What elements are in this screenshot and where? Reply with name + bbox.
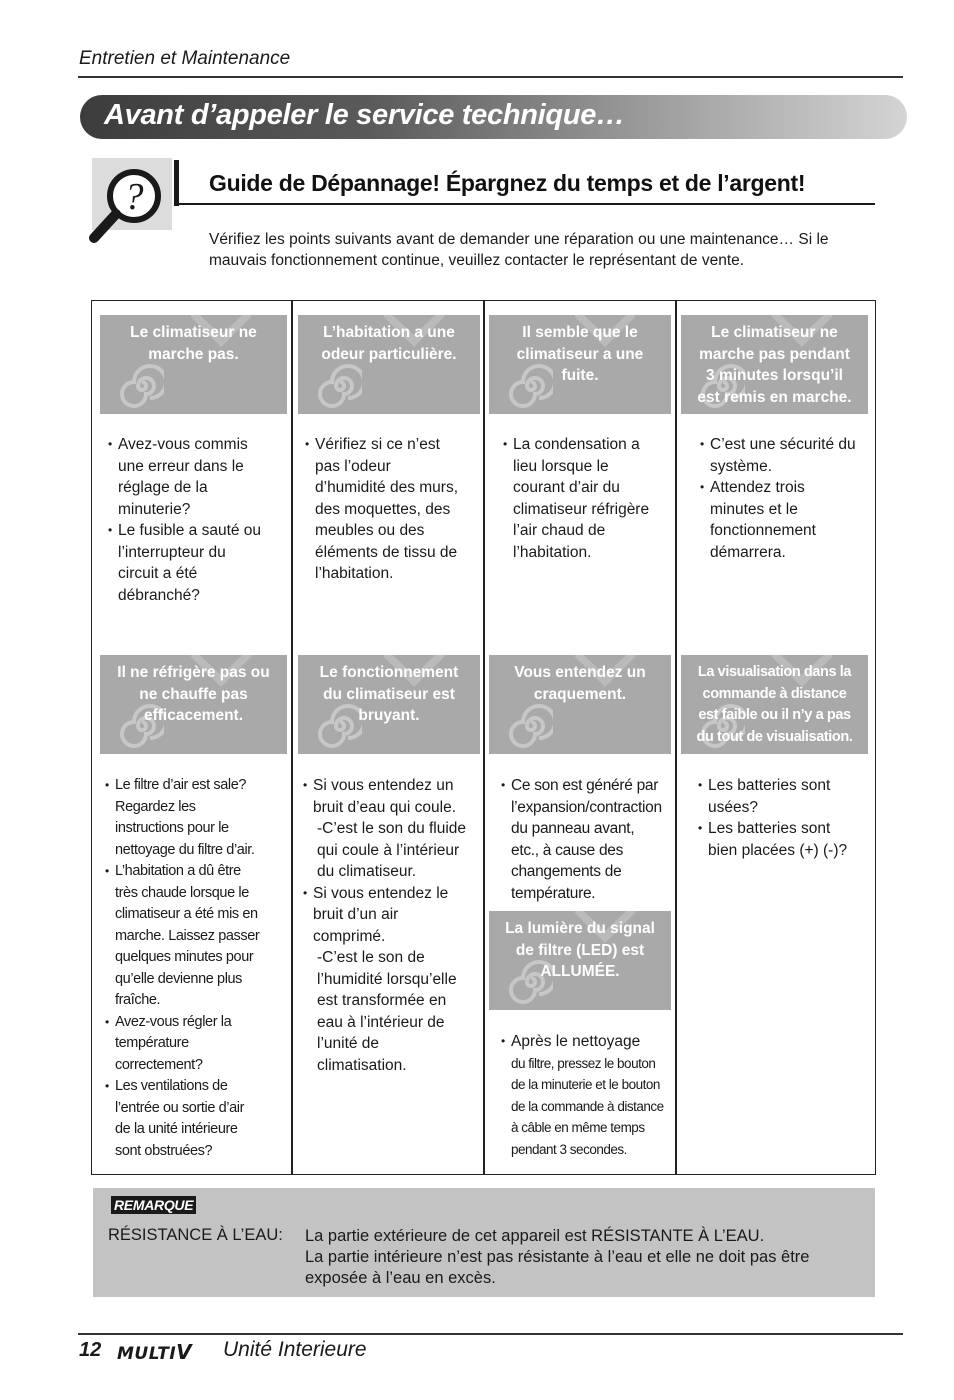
solution-item: [303, 775, 478, 883]
solution-item: [501, 775, 676, 904]
guide-rule: [174, 203, 875, 205]
solution-line: • Si vous entendez le: [313, 884, 449, 902]
problem-heading-line: La visualisation dans la: [697, 664, 852, 680]
solution-line: changements de: [511, 863, 622, 880]
spiral-decoration-icon: [509, 704, 553, 748]
solution-line: l’expansion/contraction: [511, 798, 662, 816]
solution-line: bruit d’eau qui coule.: [313, 798, 457, 816]
problem-heading: [298, 315, 480, 414]
page-number: 12: [79, 1339, 102, 1361]
solution-line: meubles ou des: [315, 522, 425, 539]
solution-cell: [305, 434, 480, 585]
problem-heading: [489, 911, 671, 1010]
solution-line: d’humidité des murs,: [315, 479, 459, 496]
problem-heading-line: Le climatiseur ne: [130, 324, 257, 341]
problem-heading-line: de filtre (LED) est: [515, 941, 645, 959]
solution-cell: [105, 775, 285, 1162]
note-line: La partie extérieure de cet appareil est RÉSISTANTE À L’EAU.: [305, 1227, 765, 1245]
solution-line: des moquettes, des: [315, 500, 451, 518]
solution-line: minutes et le: [710, 500, 798, 518]
solution-line: système.: [710, 457, 773, 475]
solution-cell: [503, 434, 673, 563]
problem-heading-line: marche pas.: [148, 345, 239, 363]
note-box: [93, 1188, 875, 1297]
solution-line: lieu lorsque le: [513, 457, 609, 475]
solution-line: climatiseur a été mis en: [115, 906, 258, 922]
solution-item: [105, 1012, 285, 1077]
solution-line: quelques minutes pour: [115, 949, 254, 965]
problem-heading: [681, 655, 868, 754]
solution-cell: [303, 775, 478, 1076]
problem-heading-line: Le fonctionnement: [319, 664, 459, 681]
solution-line: l’air chaud de: [513, 522, 606, 539]
solution-subline: l’humidité lorsqu’elle: [317, 970, 457, 988]
solution-line: • Le fusible a sauté ou: [118, 522, 262, 539]
solution-subline: qui coule à l’intérieur: [317, 841, 460, 859]
solution-line: Regardez les: [115, 798, 196, 815]
column-divider: [291, 300, 293, 1175]
solution-subline: l’unité de: [317, 1035, 380, 1052]
solution-subline: eau à l’intérieur de: [317, 1013, 445, 1031]
problem-heading-line: du climatiseur est: [323, 685, 455, 703]
problem-heading-line: Il ne réfrigère pas ou: [117, 664, 270, 681]
solution-line: bien placées (+) (-)?: [708, 841, 848, 859]
solution-line: • La condensation a: [513, 436, 640, 453]
problem-heading-line: ne chauffe pas: [139, 685, 248, 703]
solution-line: éléments de tissu de: [315, 543, 458, 561]
solution-line: qu’elle devienne plus: [115, 970, 243, 987]
title-banner: [80, 95, 907, 139]
solution-line: • Les batteries sont: [708, 820, 831, 837]
solution-cell: [501, 775, 676, 904]
note-line: exposée à l’eau en excès.: [305, 1269, 496, 1287]
problem-heading: [681, 315, 868, 414]
solution-line: l’interrupteur du: [118, 543, 226, 561]
problem-heading: [100, 655, 287, 754]
problem-heading-line: efficacement.: [143, 707, 244, 724]
logo-v: V: [176, 1340, 193, 1364]
solution-line: nettoyage du filtre d’air.: [115, 841, 255, 858]
spiral-decoration-icon: [509, 364, 553, 408]
spiral-decoration-icon: [318, 704, 362, 748]
solution-line: pendant 3 secondes.: [511, 1141, 627, 1157]
problem-heading-line: craquement.: [533, 685, 627, 703]
solution-line: sont obstruées?: [115, 1142, 213, 1159]
spiral-decoration-icon: [120, 364, 164, 408]
solution-subline: du climatiseur.: [317, 863, 417, 880]
solution-line: fraîche.: [115, 992, 161, 1008]
problem-heading: [298, 655, 480, 754]
guide-title: Guide de Dépannage! Épargnez du temps et de l’argent!: [209, 170, 806, 196]
solution-line: de la commande à distance: [511, 1098, 664, 1114]
solution-line: • L’habitation a dû être: [115, 863, 241, 879]
solution-line: • Ce son est généré par: [511, 777, 659, 794]
solution-line: • Attendez trois: [710, 479, 805, 496]
note-label: RÉSISTANCE À L’EAU:: [108, 1226, 283, 1244]
problem-heading-line: climatiseur a une: [516, 345, 644, 363]
logo-main: MULTI: [117, 1344, 177, 1364]
solution-line: instructions pour le: [115, 820, 229, 836]
solution-line: • Avez-vous régler la: [115, 1013, 232, 1030]
solution-line: très chaude lorsque le: [115, 884, 249, 901]
solution-item: [303, 883, 478, 1077]
solution-line: l’entrée ou sortie d’air: [115, 1099, 245, 1116]
solution-subline: climatisation.: [317, 1056, 407, 1074]
solution-line: etc., à cause des: [511, 841, 624, 859]
problem-heading-line: 3 minutes lorsqu’il: [706, 367, 843, 384]
solution-line: à câble en même temps: [511, 1120, 645, 1135]
section-label: Entretien et Maintenance: [79, 48, 291, 69]
solution-line: une erreur dans le: [118, 457, 244, 475]
svg-text:?: ?: [124, 176, 144, 218]
problem-heading-line: Le climatiseur ne: [711, 324, 838, 341]
solution-line: débranché?: [118, 586, 200, 604]
solution-line: bruit d’un air: [313, 906, 399, 923]
solution-line: • C’est une sécurité du: [710, 436, 856, 453]
solution-line: • Après le nettoyage: [511, 1033, 641, 1050]
solution-subline: est transformée en: [317, 992, 447, 1009]
solution-line: • Si vous entendez un: [313, 777, 454, 794]
solution-line: de la minuterie et le bouton: [511, 1077, 660, 1092]
solution-subline: -C’est le son du fluide: [317, 820, 467, 837]
intro-text: Vérifiez les points suivants avant de demander une réparation ou une maintenance… Si le mauvais fonctionnement continue, veuillez contacter le représentant de vente.: [209, 231, 829, 269]
solution-item: [700, 477, 870, 563]
solution-line: de la unité intérieure: [115, 1121, 238, 1137]
solution-line: température: [115, 1035, 189, 1051]
problem-heading-line: commande à distance: [702, 685, 847, 702]
solution-line: • Les ventilations de: [115, 1078, 228, 1094]
solution-line: comprimé.: [313, 927, 386, 945]
solution-line: circuit a été: [118, 565, 198, 582]
problem-heading-line: ALLUMÉE.: [540, 963, 620, 980]
solution-line: l’habitation.: [513, 543, 592, 561]
solution-cell: [501, 1031, 676, 1160]
solution-line: du filtre, pressez le bouton: [511, 1055, 656, 1071]
solution-line: climatiseur réfrigère: [513, 500, 650, 518]
solution-item: [698, 818, 873, 861]
column-divider: [483, 300, 485, 1175]
solution-item: [305, 434, 480, 585]
problem-heading-line: odeur particulière.: [321, 345, 457, 363]
spiral-decoration-icon: [318, 364, 362, 408]
solution-line: • Le filtre d’air est sale?: [115, 777, 247, 793]
solution-item: [698, 775, 873, 818]
problem-heading-line: L’habitation a une: [323, 324, 455, 341]
solution-line: minuterie?: [118, 500, 191, 518]
solution-cell: [108, 434, 283, 606]
problem-heading-line: fuite.: [561, 367, 599, 384]
problem-heading-line: du tout de visualisation.: [696, 728, 853, 745]
solution-line: correctement?: [115, 1056, 203, 1073]
problem-heading-line: La lumière du signal: [505, 920, 655, 937]
bottom-rule: [78, 1333, 903, 1335]
solution-item: [501, 1031, 676, 1160]
guide-icon-box: [92, 158, 172, 230]
problem-heading-line: Vous entendez un: [514, 664, 646, 681]
solution-line: • Vérifiez si ce n’est: [315, 436, 440, 453]
problem-heading-line: Il semble que le: [522, 324, 638, 341]
solution-cell: [700, 434, 870, 563]
magnifier-question-icon: [76, 158, 176, 258]
solution-subline: -C’est le son de: [317, 949, 425, 966]
solution-line: réglage de la: [118, 479, 208, 496]
top-rule: [78, 76, 903, 78]
problem-heading-line: bruyant.: [358, 707, 420, 724]
solution-line: pas l’odeur: [315, 457, 391, 475]
solution-line: du panneau avant,: [511, 820, 635, 837]
solution-line: démarrera.: [710, 543, 786, 561]
unit-label: Unité Interieure: [223, 1338, 367, 1361]
solution-item: [108, 520, 283, 606]
problem-heading: [100, 315, 287, 414]
solution-line: marche. Laissez passer: [115, 927, 260, 944]
note-tag: REMARQUE: [111, 1196, 196, 1214]
problem-heading-line: est remis en marche.: [697, 388, 852, 406]
solution-item: [108, 434, 283, 520]
solution-line: • Avez-vous commis: [118, 436, 248, 453]
solution-line: fonctionnement: [710, 522, 816, 539]
solution-item: [700, 434, 870, 477]
solution-line: • Les batteries sont: [708, 777, 831, 794]
solution-line: température.: [511, 884, 596, 902]
note-text: [305, 1226, 865, 1289]
problem-heading: [489, 315, 671, 414]
solution-item: [105, 1076, 285, 1162]
solution-line: usées?: [708, 798, 758, 816]
solution-item: [105, 775, 285, 861]
solution-line: courant d’air du: [513, 479, 620, 496]
problem-heading: [489, 655, 671, 754]
solution-cell: [698, 775, 873, 861]
note-line: La partie intérieure n’est pas résistante à l’eau et elle ne doit pas être: [305, 1248, 810, 1266]
guide-bar: [174, 160, 179, 206]
solution-item: [503, 434, 673, 563]
banner-title: Avant d’appeler le service technique…: [104, 99, 625, 131]
problem-heading-line: marche pas pendant: [699, 345, 850, 363]
solution-item: [105, 861, 285, 1012]
solution-line: l’habitation.: [315, 565, 394, 582]
multi-v-logo: [117, 1340, 192, 1364]
problem-heading-line: est faible ou il n’y a pas: [698, 707, 851, 723]
